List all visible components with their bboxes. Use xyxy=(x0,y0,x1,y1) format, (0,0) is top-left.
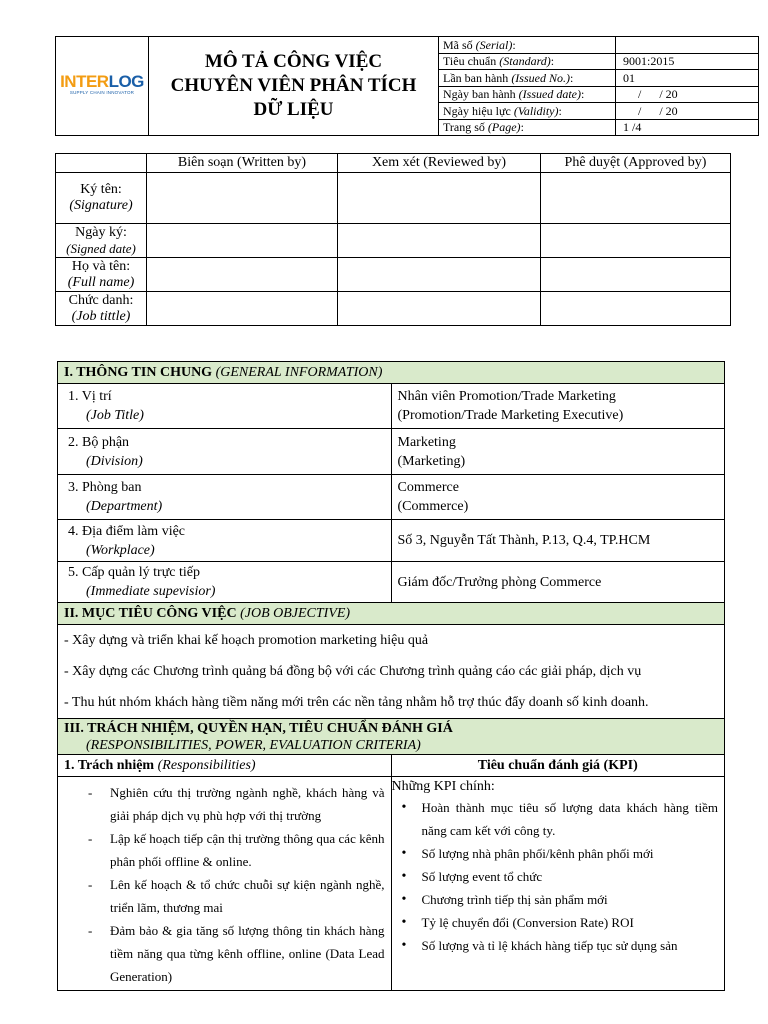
info-label-job-title: 1. Vị trí (Job Title) xyxy=(58,384,392,429)
row-label-signed-date: Ngày ký: (Signed date) xyxy=(56,224,147,258)
date-reviewed-cell[interactable] xyxy=(338,224,541,258)
column-approved-by: Phê duyệt (Approved by) xyxy=(541,154,731,173)
list-item: - Lập kế hoạch tiếp cận thị trường thông qua các kênh phân phối offline & online. xyxy=(58,827,391,873)
approval-table xyxy=(55,153,731,326)
signature-approved-cell[interactable] xyxy=(541,173,731,224)
title-written-cell[interactable] xyxy=(147,292,338,326)
info-value-workplace: Số 3, Nguyễn Tất Thành, P.13, Q.4, TP.HCM xyxy=(391,520,725,562)
meta-label-page: Trang số (Page): xyxy=(439,119,616,136)
info-row-workplace xyxy=(58,520,725,562)
meta-value-issued-no: 01 xyxy=(616,70,759,87)
name-written-cell[interactable] xyxy=(147,258,338,292)
signature-reviewed-cell[interactable] xyxy=(338,173,541,224)
column-written-by: Biên soạn (Written by) xyxy=(147,154,338,173)
info-label-workplace: 4. Địa điểm làm việc (Workplace) xyxy=(58,520,392,562)
meta-value-issued-date: / / 20 xyxy=(616,86,759,103)
meta-label-validity: Ngày hiệu lực (Validity): xyxy=(439,103,616,120)
list-item: • Số lượng event tổ chức xyxy=(392,865,725,888)
meta-value-serial xyxy=(616,37,759,54)
document-title: MÔ TẢ CÔNG VIỆC CHUYÊN VIÊN PHÂN TÍCH DỮ LIỆU xyxy=(149,37,439,136)
list-item: • Số lượng nhà phân phối/kênh phân phối mới xyxy=(392,842,725,865)
info-row-job-title xyxy=(58,384,725,429)
kpi-cell xyxy=(391,777,725,991)
column-reviewed-by: Xem xét (Reviewed by) xyxy=(338,154,541,173)
meta-value-page: 1 /4 xyxy=(616,119,759,136)
meta-label-issued-no: Lần ban hành (Issued No.): xyxy=(439,70,616,87)
info-value-division: Marketing (Marketing) xyxy=(391,429,725,475)
list-item: - Nghiên cứu thị trường ngành nghề, khách hàng và giải pháp dịch vụ phù hợp với thị trường xyxy=(58,781,391,827)
info-value-supervisor: Giám đốc/Trưởng phòng Commerce xyxy=(391,562,725,603)
info-label-department: 3. Phòng ban (Department) xyxy=(58,475,392,520)
company-logo: INTERLOG SUPPLY CHAIN INNOVATOR xyxy=(60,72,144,95)
logo-cell xyxy=(56,37,149,136)
meta-label-serial: Mã số (Serial): xyxy=(439,37,616,54)
list-item: • Tỷ lệ chuyển đổi (Conversion Rate) ROI xyxy=(392,911,725,934)
meta-value-standard: 9001:2015 xyxy=(616,53,759,70)
kpi-intro: Những KPI chính: xyxy=(391,779,495,794)
row-label-job-title: Chức danh: (Job tittle) xyxy=(56,292,147,326)
objective-item: - Xây dựng các Chương trình quảng bá đồng bộ với các Chương trình quảng cáo các giải pháp, dịch vụ xyxy=(64,664,642,679)
objective-item: - Thu hút nhóm khách hàng tiềm năng mới trên các nền tảng nhằm hỗ trợ thúc đẩy doanh số kinh doanh. xyxy=(64,695,649,710)
list-item: • Số lượng và tỉ lệ khách hàng tiếp tục sử dụng sản xyxy=(392,934,725,957)
section-general-information: I. THÔNG TIN CHUNG (GENERAL INFORMATION) xyxy=(58,362,725,384)
title-approved-cell[interactable] xyxy=(541,292,731,326)
responsibilities-list xyxy=(58,781,391,988)
list-item: • Hoàn thành mục tiêu số lượng data khách hàng tiềm năng cam kết với công ty. xyxy=(392,796,725,842)
kpi-list xyxy=(392,796,725,957)
section-job-objective: II. MỤC TIÊU CÔNG VIỆC (JOB OBJECTIVE) xyxy=(58,603,725,625)
list-item: - Lên kế hoạch & tổ chức chuỗi sự kiện ngành nghề, triển lãm, thương mai xyxy=(58,873,391,919)
list-item: - Đảm bảo & gia tăng số lượng thông tin khách hàng tiềm năng qua từng kênh offline, online (Data Lead Generation) xyxy=(58,919,391,988)
approval-corner-cell xyxy=(56,154,147,173)
objective-item: - Xây dựng và triển khai kế hoạch promotion marketing hiệu quả xyxy=(64,633,429,648)
list-item: • Chương trình tiếp thị sản phẩm mới xyxy=(392,888,725,911)
meta-value-validity: / / 20 xyxy=(616,103,759,120)
info-label-supervisor: 5. Cấp quản lý trực tiếp (Immediate supevisior) xyxy=(58,562,392,603)
info-row-department xyxy=(58,475,725,520)
info-value-department: Commerce (Commerce) xyxy=(391,475,725,520)
meta-label-standard: Tiêu chuẩn (Standard): xyxy=(439,53,616,70)
info-row-division xyxy=(58,429,725,475)
section-responsibilities: III. TRÁCH NHIỆM, QUYỀN HẠN, TIÊU CHUẨN ĐÁNH GIÁ (RESPONSIBILITIES, POWER, EVALUATION CRITERIA) xyxy=(58,719,725,755)
name-approved-cell[interactable] xyxy=(541,258,731,292)
title-reviewed-cell[interactable] xyxy=(338,292,541,326)
date-written-cell[interactable] xyxy=(147,224,338,258)
meta-label-issued-date: Ngày ban hành (Issued date): xyxy=(439,86,616,103)
job-description-table xyxy=(57,361,725,991)
row-label-full-name: Họ và tên: (Full name) xyxy=(56,258,147,292)
objective-list xyxy=(58,625,725,719)
info-row-supervisor xyxy=(58,562,725,603)
row-label-signature: Ký tên: (Signature) xyxy=(56,173,147,224)
name-reviewed-cell[interactable] xyxy=(338,258,541,292)
responsibilities-cell xyxy=(58,777,392,991)
document-header xyxy=(55,36,759,136)
column-kpi: Tiêu chuẩn đánh giá (KPI) xyxy=(391,755,725,777)
info-value-job-title: Nhân viên Promotion/Trade Marketing (Promotion/Trade Marketing Executive) xyxy=(391,384,725,429)
info-label-division: 2. Bộ phận (Division) xyxy=(58,429,392,475)
date-approved-cell[interactable] xyxy=(541,224,731,258)
signature-written-cell[interactable] xyxy=(147,173,338,224)
column-responsibilities: 1. Trách nhiệm (Responsibilities) xyxy=(58,755,392,777)
